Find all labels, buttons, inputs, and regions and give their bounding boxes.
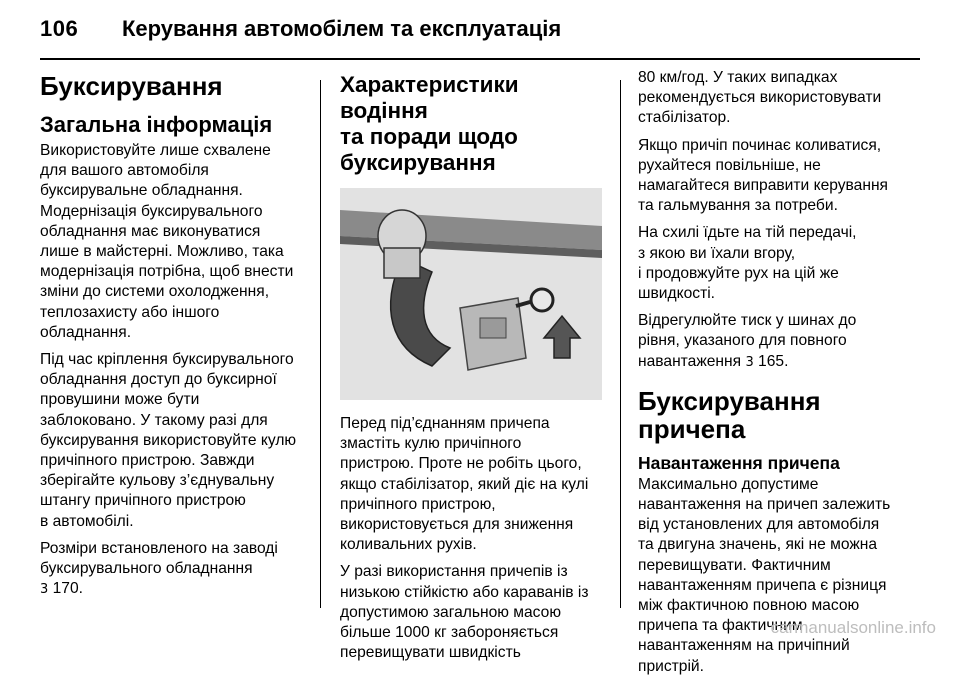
paragraph: На схилі їдьте на тій передачі, з якою ви їхали вгору, і продовжуйте рух на цій же швидкості. (638, 224, 857, 303)
page-reference-symbol: 3 (745, 354, 754, 370)
paragraph: Якщо причіп починає коливатися, рухайтеся повільніше, не намагайтеся виправити керування та гальмування за потреби. (638, 136, 888, 215)
page-reference: 165. (753, 352, 789, 370)
tow-hitch-illustration (340, 188, 602, 400)
paragraph-with-reference (638, 311, 920, 373)
paragraph-text: Відрегулюйте тиск у шинах до рівня, указаного для повного навантаження (638, 312, 857, 370)
column-3 (638, 68, 920, 684)
section-title-trailer-towing: Буксирування причепа (638, 385, 821, 444)
column-divider-1 (320, 80, 321, 608)
page-reference: 170. (48, 580, 83, 598)
column-divider-2 (620, 80, 621, 608)
paragraph: Максимально допустиме навантаження на причеп залежить від установлених для автомобіля та двигуна значень, які не можна перевищувати. Фактичним навантаженням причепа є різниця між фактичною повною масою причепа та фактичним навантаженням на причіпний пристрій. (638, 475, 891, 675)
subtitle-general-info: Загальна інформація (40, 112, 273, 137)
paragraph: Використовуйте лише схвалене для вашого автомобіля буксирувальне обладнання. Модернізація буксирувального обладнання має виконуватися лише в майстерні. Можливо, така модернізація потрібна, щоб внести зміни до системи охолодження, теплозахисту або іншого обладнання. (40, 142, 294, 341)
section-title-driving-tips: Характеристики водіння та поради щодо буксирування (340, 72, 519, 175)
tow-hitch-drawing (340, 188, 602, 400)
paragraph-text: Розміри встановленого на заводі буксирувального обладнання (40, 539, 278, 578)
paragraph: 80 км/год. У таких випадках рекомендується використовувати стабілізатор. (638, 69, 882, 127)
page-reference-symbol: 3 (40, 582, 49, 598)
column-1 (40, 68, 308, 607)
column-2 (340, 68, 604, 670)
paragraph: Перед під’єднанням причепа змастіть кулю причіпного пристрою. Проте не робіть цього, якщо стабілізатор, який діє на кулі причіпного пристрою, використовується для зниження коливальних рухів. (340, 415, 589, 554)
section-title-towing: Буксирування (40, 71, 223, 101)
page-number: 106 (40, 16, 79, 41)
paragraph: У разі використання причепів із низькою стійкістю або караванів із допустимою загальною масою більше 1000 кг забороняється перевищувати швидкість (340, 563, 589, 662)
paragraph-with-reference (40, 539, 308, 601)
paragraph: Під час кріплення буксирувального обладнання доступ до буксирної провушини може бути заблоковано. У такому разі для буксирування використовуйте кулю причіпного пристрою. Завжди зберігайте кульову з’єднувальну штангу причіпного пристрою в автомобілі. (40, 351, 297, 530)
header-divider (40, 58, 920, 60)
watermark: carmanualsonline.info (770, 618, 936, 637)
running-header-title: Керування автомобілем та експлуатація (122, 16, 562, 41)
subtitle-trailer-load: Навантаження причепа (638, 452, 840, 473)
page-header (40, 10, 920, 50)
